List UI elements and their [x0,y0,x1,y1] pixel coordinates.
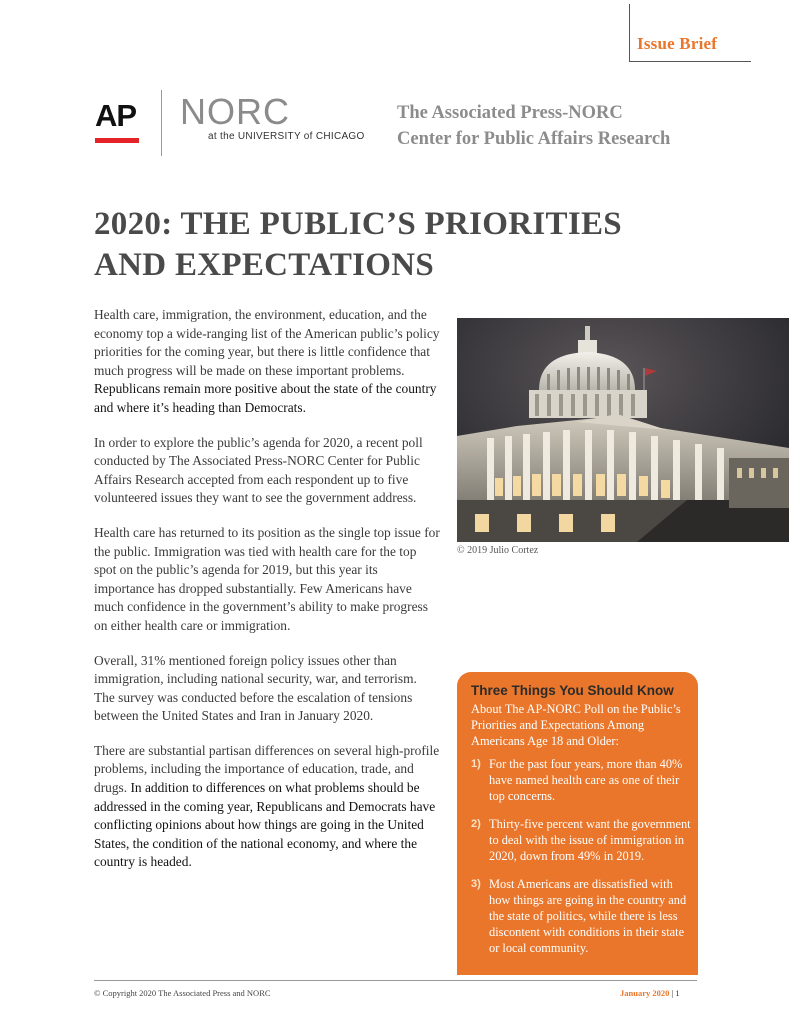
paragraph-4: Overall, 31% mentioned foreign policy issues other than immigration, including national security, war, and terrorism. The survey was conducted before the escalation of tensions between the United States and Iran in January 2020. [94,652,417,724]
logo-divider [161,90,162,156]
capitol-photo [457,318,789,542]
key-findings-list [471,756,693,968]
norc-logo: NORC [180,91,290,132]
paragraph-1-text: Health care, immigration, the environment, education, and the economy top a wide-ranging list of the American public’s policy priorities for the coming year, but there is little confidence that much progress will be made on these important problems. [94,307,440,378]
paragraph-3: Health care has returned to its position as the single top issue for the public. Immigration was tied with health care for the top spot on the public’s agenda for 2019, but this year its importance has dropped substantially. Few Americans have much confidence in the government’s ability to make progress on either health care or immigration. [94,524,440,633]
list-item-text: Thirty-five percent want the government to deal with the issue of immigration in 2020, down from 49% in 2019. [489,817,691,863]
issue-brief-label: Issue Brief [637,34,718,53]
capitol-illustration [457,318,789,542]
page-title [94,204,654,286]
header-rule-horizontal [629,61,751,62]
key-findings-box [457,672,698,975]
paragraph-1 [94,306,440,418]
key-findings-title: Three Things You Should Know [471,683,674,698]
footer-rule [94,980,697,981]
list-item-text: Most Americans are dissatisfied with how things are going in the country and the state of politics, while there is less discontent with conditions in their state or local community. [489,877,687,955]
footer-page-info [620,988,680,998]
ap-logo-bar [95,138,139,143]
footer-date: January 2020 [620,988,670,998]
center-name [397,100,670,152]
footer-copyright: © Copyright 2020 The Associated Press and NORC [94,988,271,998]
header-rule-vertical [629,4,630,62]
photo-caption: © 2019 Julio Cortez [457,545,539,556]
center-name-line1: The Associated Press-NORC [397,103,623,123]
list-item-number: 2) [471,818,481,830]
paragraph-5 [94,742,440,872]
paragraph-5-emphasis: In addition to differences on what problems should be addressed in the coming year, Republicans and Democrats have conflicting opinions about how things are going in the United States, the condition of the national economy, and where the country is headed. [94,780,436,870]
page-title-line2: AND EXPECTATIONS [94,247,435,283]
list-item-number: 3) [471,878,481,890]
paragraph-1-emphasis: Republicans remain more positive about the state of the country and where it’s heading than Democrats. [94,381,437,415]
center-name-line2: Center for Public Affairs Research [397,129,671,149]
list-item [471,876,693,956]
ap-logo: AP [95,98,137,133]
key-findings-intro: About The AP-NORC Poll on the Public’s Priorities and Expectations Among Americans Age 18 and Older: [471,702,681,748]
norc-subtitle: at the UNIVERSITY of CHICAGO [208,131,365,142]
body-text [94,306,440,888]
page-number: 1 [675,988,680,998]
list-item [471,816,693,864]
list-item-text: For the past four years, more than 40% have named health care as one of their top concerns. [489,757,683,803]
footer-separator: | [671,988,674,998]
page-title-line1: 2020: THE PUBLIC’S PRIORITIES [94,206,622,242]
list-item-number: 1) [471,758,481,770]
paragraph-5-text: There are substantial partisan differences on several high-profile problems, including the importance of education, trade, and drugs. [94,742,440,796]
list-item [471,756,693,804]
paragraph-2: In order to explore the public’s agenda for 2020, a recent poll conducted by The Associated Press-NORC Center for Public Affairs Research accepted from each respondent up to five volunteered issues they want to see the government address. [94,434,423,506]
